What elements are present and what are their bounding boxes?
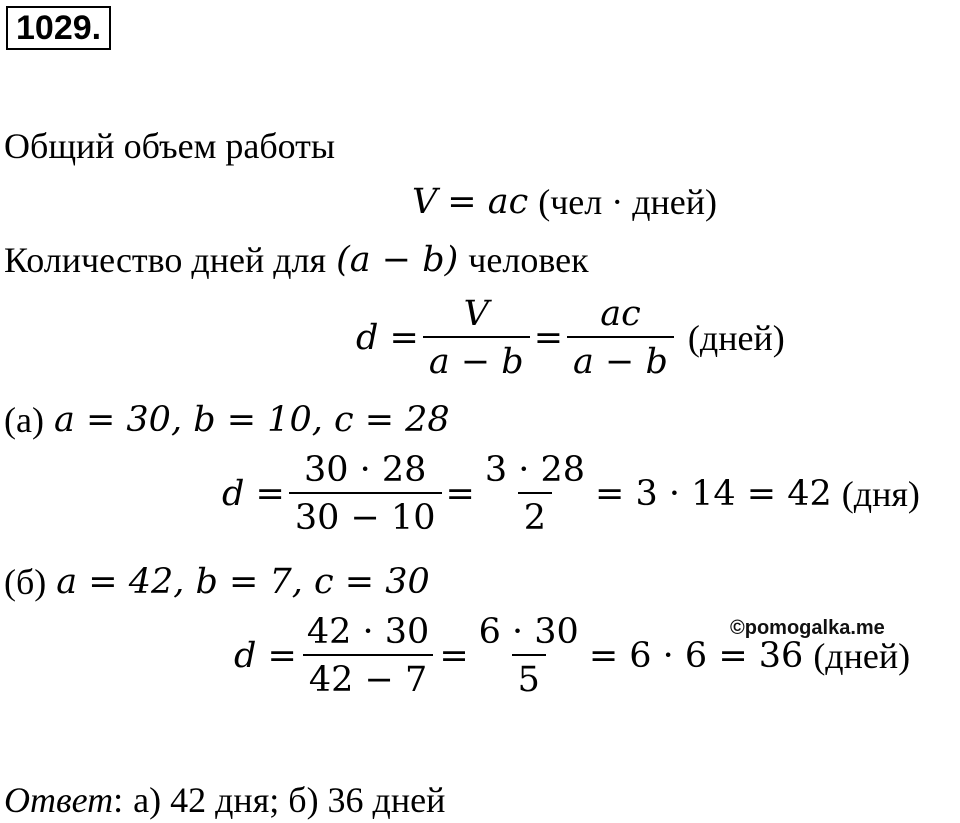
fraction-numerator: 6 · 30	[478, 612, 579, 652]
case-b-values: a = 42, b = 7, c = 30	[56, 562, 430, 602]
problem-number: 1029.	[6, 6, 111, 50]
equals-sign: =	[533, 318, 564, 358]
fraction-v-over-a-minus-b	[423, 296, 530, 380]
total-work-label: Общий объем работы	[4, 126, 336, 166]
group-expression: (a − b)	[336, 240, 459, 280]
equals-sign: =	[445, 474, 475, 514]
volume-equation	[412, 182, 717, 222]
case-a-computation	[222, 452, 920, 536]
answer-label: Ответ	[4, 780, 114, 820]
fraction-denominator: 2	[518, 492, 552, 536]
case-b-values-line	[4, 562, 430, 602]
formula-lhs: d =	[356, 318, 419, 358]
days-for-label: Количество дней для	[4, 240, 327, 280]
answer-line	[4, 780, 445, 820]
volume-rhs: = ac	[447, 182, 529, 222]
fraction-numerator: 42 · 30	[306, 612, 430, 652]
fraction-denominator: 30 − 10	[289, 492, 442, 536]
case-b-fraction-1	[301, 614, 435, 698]
case-b-lhs: d =	[234, 636, 297, 676]
case-a-values: a = 30, b = 10, c = 28	[53, 400, 450, 440]
answer-colon: :	[113, 780, 124, 820]
case-b-unit: (дней)	[813, 636, 911, 676]
case-b-result: = 6 · 6 = 36	[588, 636, 804, 676]
fraction-numerator: 3 · 28	[484, 450, 586, 490]
case-a-lhs: d =	[222, 474, 285, 514]
formula-unit: (дней)	[687, 318, 785, 358]
fraction-denominator: 5	[512, 654, 546, 698]
fraction-denominator: a − b	[423, 336, 530, 380]
answer-text: а) 42 дня; б) 36 дней	[133, 780, 446, 820]
case-a-unit: (дня)	[841, 474, 920, 514]
fraction-denominator: a − b	[567, 336, 674, 380]
volume-unit: (чел · дней)	[538, 182, 718, 222]
case-b-label: (б)	[4, 562, 47, 602]
equals-sign: =	[439, 636, 469, 676]
days-for-line	[4, 240, 589, 280]
fraction-numerator: ac	[600, 294, 641, 334]
fraction-numerator: V	[463, 294, 489, 334]
people-label: человек	[468, 240, 589, 280]
fraction-numerator: 30 · 28	[303, 450, 427, 490]
case-a-fraction-2	[479, 452, 591, 536]
days-formula	[356, 296, 785, 380]
volume-var: V	[412, 182, 438, 222]
case-a-values-line	[4, 400, 450, 440]
fraction-ac-over-a-minus-b	[567, 296, 674, 380]
watermark: ©pomogalka.me	[730, 617, 885, 639]
case-b-fraction-2	[473, 614, 585, 698]
case-a-label: (а)	[4, 400, 44, 440]
fraction-denominator: 42 − 7	[303, 654, 433, 698]
case-a-fraction-1	[289, 452, 442, 536]
case-a-result: = 3 · 14 = 42	[595, 474, 832, 514]
